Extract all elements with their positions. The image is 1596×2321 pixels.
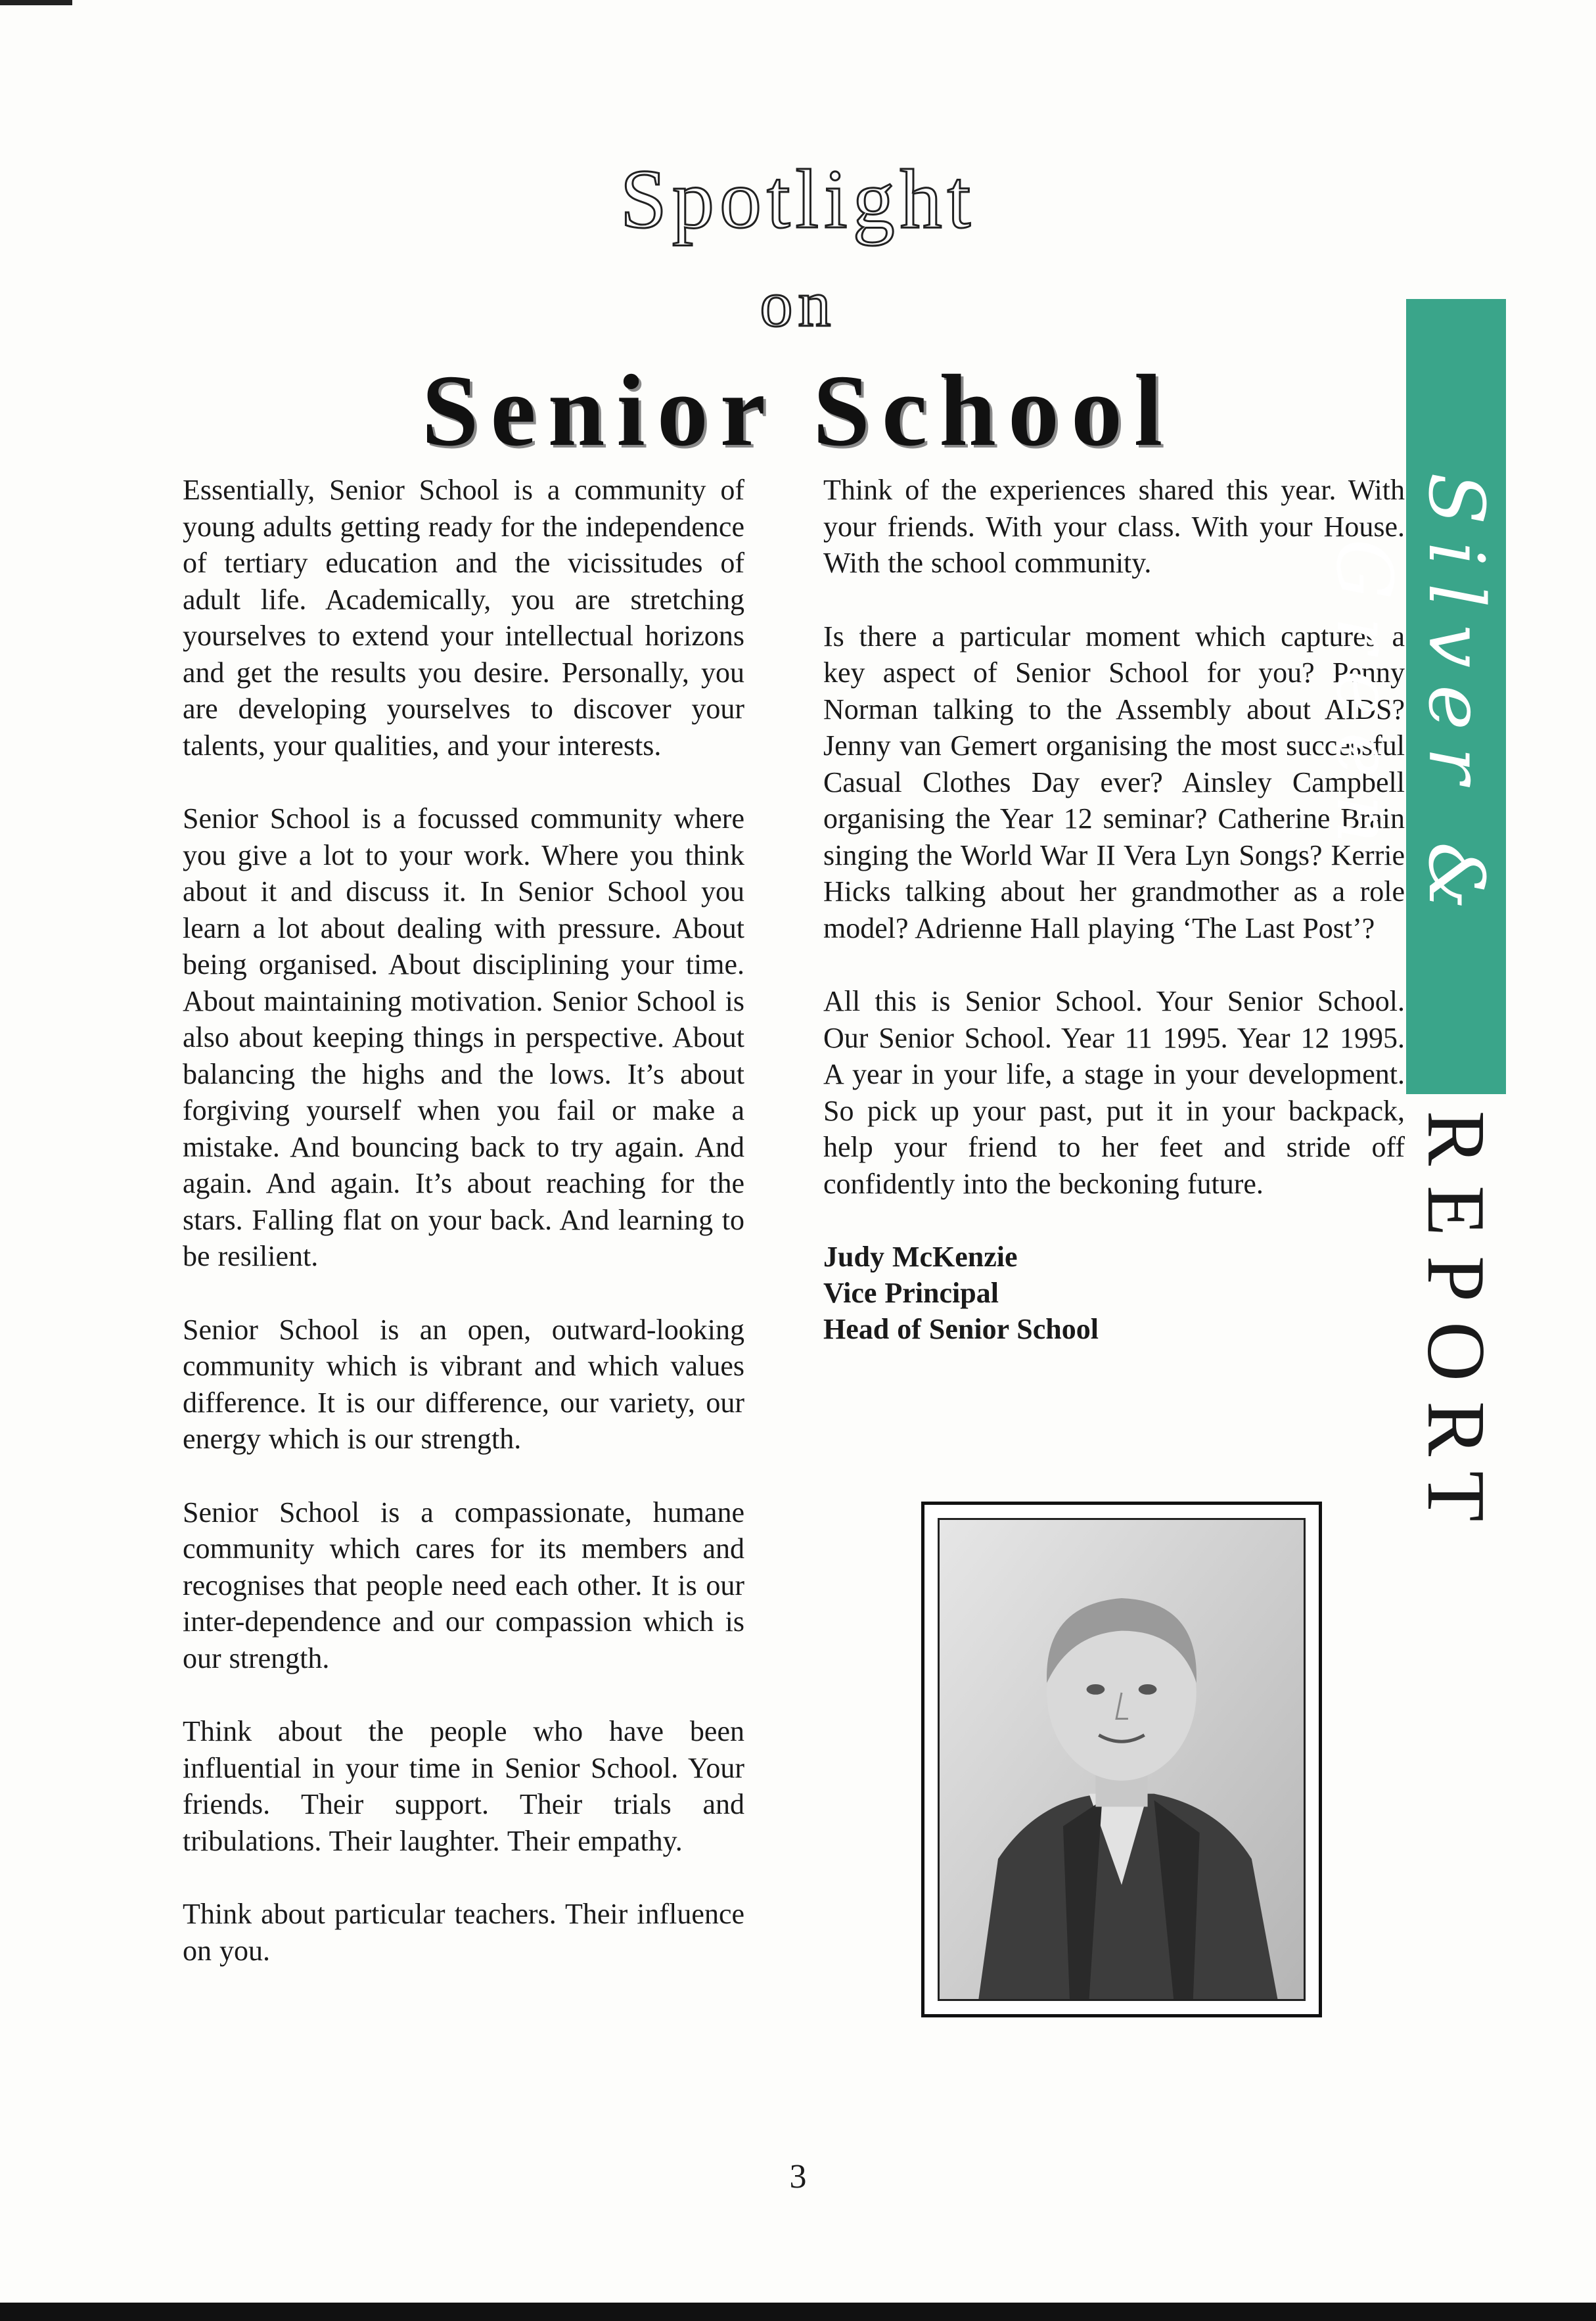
sidebar-report-text: REPORT: [1410, 1111, 1501, 1542]
paragraph: Think about particular teachers. Their influence on you.: [183, 1898, 744, 1967]
heading-spotlight: Spotlight: [620, 152, 976, 246]
sidebar-band-text: Silver & Green: [1319, 472, 1500, 927]
signature-title: Head of Senior School: [823, 1313, 1099, 1345]
paragraph: Essentially, Senior School is a community of young adults getting ready for the independence of tertiary education and the vicissitudes of adult life. Academically, you are stretching yourselves to extend your intellectual horizons and get the results you desire. Personally, you are developing yourselves to discover your talents, your qualities, and your interests.: [183, 474, 744, 762]
paragraph: Is there a particular moment which captures a key aspect of Senior School for you? Penny Norman talking to the Assembly about AIDS? Jenny van Gemert organising the most successful Casual Clothes Day ever? Ainsley Campbell organising the Year 12 seminar? Catherine Brain singing the World War II Vera Lyn Songs? Kerrie Hicks talking about her grandmother as a role model? Adrienne Hall playing ‘The Last Post’?: [823, 620, 1405, 944]
top-rule: [0, 0, 72, 5]
paragraph: All this is Senior School. Your Senior School. Our Senior School. Year 11 1995. Year 12 1995. A year in your life, a stage in your development. So pick up your past, put it in your backpack, help your friend to her feet and stride off confidently into the beckoning future.: [823, 985, 1405, 1200]
left-column: [183, 472, 744, 2006]
signature-name: Judy McKenzie: [823, 1241, 1018, 1273]
signature-title: Vice Principal: [823, 1277, 999, 1309]
paragraph: Think about the people who have been influential in your time in Senior School. Your friends. Their support. Their trials and tribulations. Their laughter. Their empathy.: [183, 1715, 744, 1857]
portrait-illustration: [940, 1520, 1304, 1999]
heading-on: on: [760, 267, 836, 340]
portrait-photo-frame: [921, 1502, 1322, 2017]
portrait-photo: [938, 1518, 1306, 2001]
paragraph: Senior School is a compassionate, humane community which cares for its members and recognises that people need each other. It is our inter-dependence and our compassion which is our strength.: [183, 1496, 744, 1674]
page-number: 3: [789, 2158, 807, 2195]
page-title: Senior School: [421, 354, 1175, 467]
paragraph: Think of the experiences shared this year. With your friends. With your class. With your House. With the school community.: [823, 474, 1405, 579]
paragraph: Senior School is an open, outward-looking community which is vibrant and which values difference. It is our difference, our variety, our energy which is our strength.: [183, 1313, 744, 1455]
bottom-band: [0, 2303, 1596, 2321]
paragraph: Senior School is a focussed community where you give a lot to your work. Where you think about it and discuss it. In Senior School you learn a lot about dealing with pressure. About being organised. About disciplining your time. About maintaining motivation. Senior School is also about keeping things in perspective. About balancing the highs and the lows. It’s about forgiving yourself when you fail or make a mistake. And bouncing back to try again. And again. And again. It’s about reaching for the stars. Falling flat on your back. And learning to be resilient.: [183, 802, 744, 1272]
signature-block: [823, 1239, 1405, 1347]
